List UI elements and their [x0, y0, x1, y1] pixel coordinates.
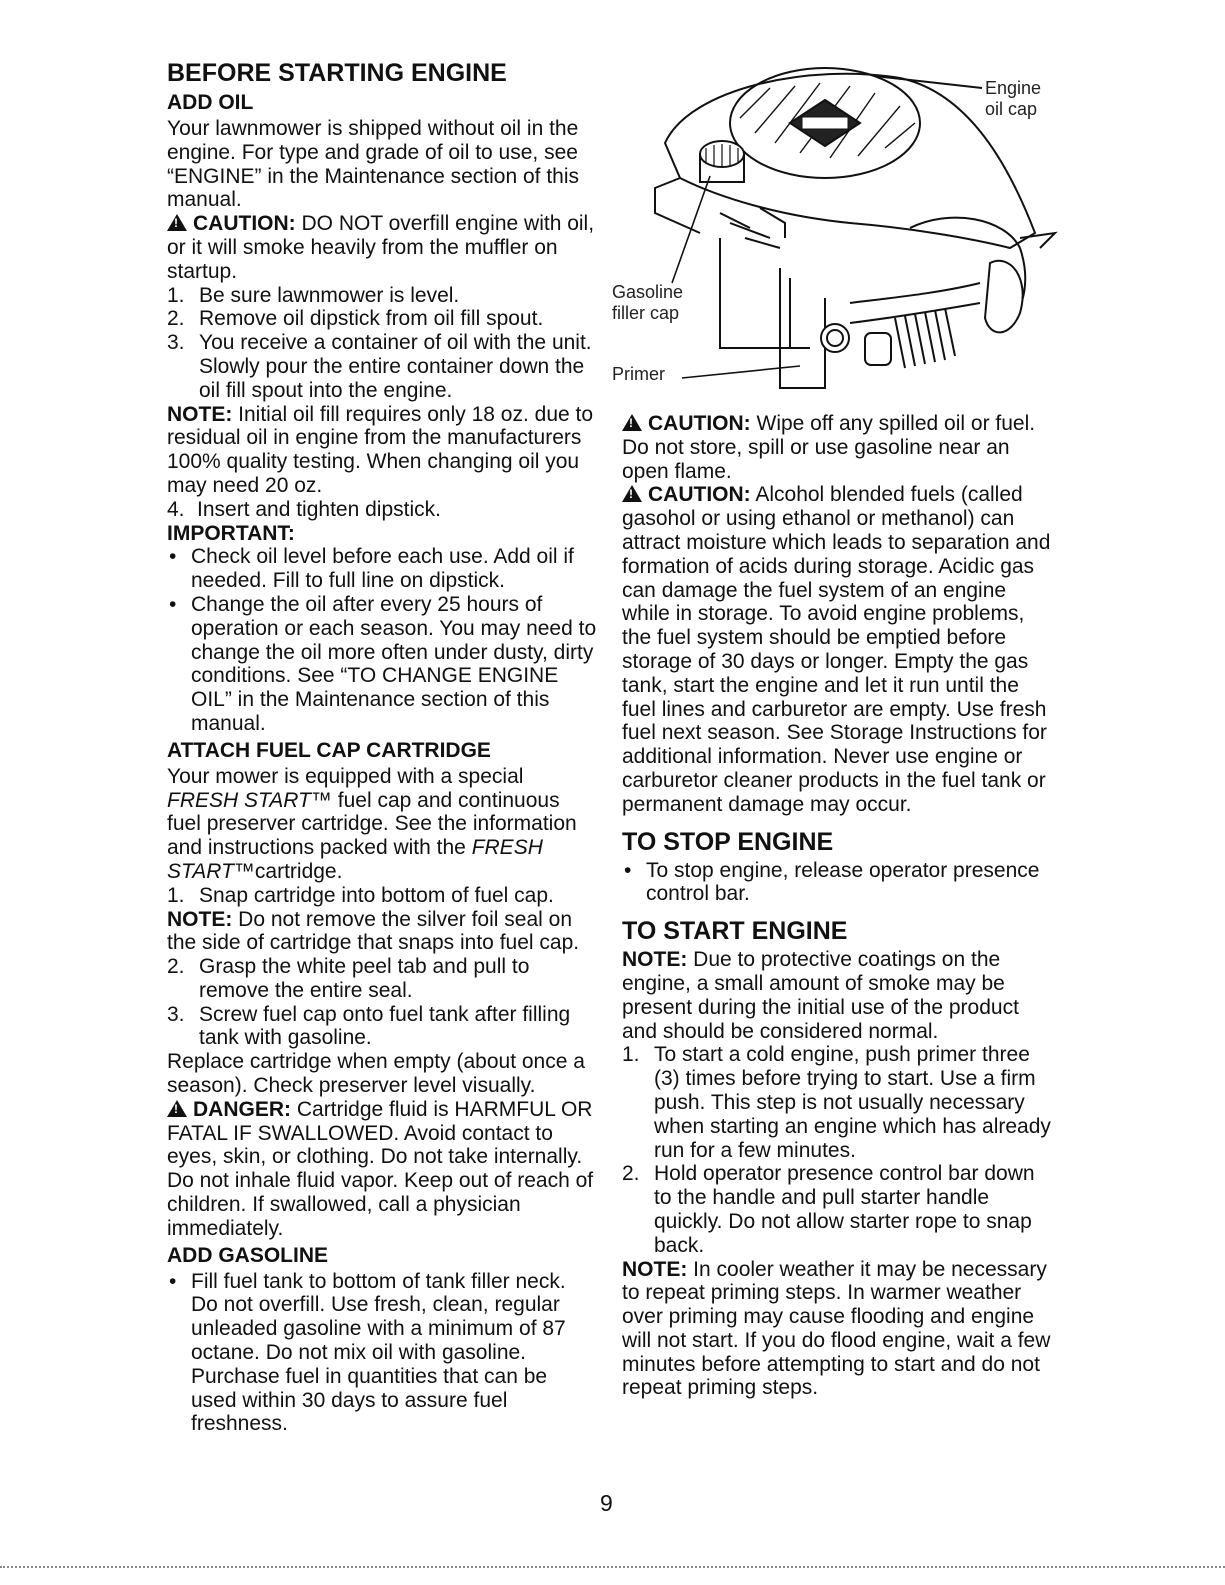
caution-alcohol-fuels: !CAUTION: Alcohol blended fuels (called gasohol or using ethanol or methanol) can attract moisture which leads to separation and formation of acids during storage. Acidic gas can damage the fuel system of an engine while in storage. To avoid engine problems, the fuel system should be emptied before storage of 30 days or longer. Empty the gas tank, start the engine and let it run until the fuel lines and carburetor are empty. Use fresh fuel next season. See Storage Instructions for additional information. Never use engine or carburetor cleaner products in the fuel tank or permanent damage may occur. [622, 483, 1052, 816]
left-column [167, 58, 597, 1436]
caution-spilled-fuel: !CAUTION: Wipe off any spilled oil or fuel. Do not store, spill or use gasoline near an open flame. [622, 412, 1052, 483]
danger-cartridge-fluid: !DANGER: Cartridge fluid is HARMFUL OR FATAL IF SWALLOWED. Avoid contact to eyes, skin, or clothing. Do not take internally. Do not inhale fluid vapor. Keep out of reach of children. If swallowed, call a physician immediately. [167, 1098, 597, 1241]
list-item: • To stop engine, release operator presence control bar. [624, 858, 1040, 906]
list-item: 2. Grasp the white peel tab and pull to remove the entire seal. [167, 955, 530, 1002]
subheading-fuel-cap: ATTACH FUEL CAP CARTRIDGE [167, 738, 491, 762]
section-heading-stop-engine: TO STOP ENGINE [622, 827, 834, 856]
warning-triangle-icon [167, 214, 187, 231]
important-label: IMPORTANT: [167, 521, 295, 545]
list-item: 2. Remove oil dipstick from oil fill spout. [167, 307, 544, 331]
label-gasoline-filler-cap: Gasoline filler cap [612, 282, 684, 323]
list-item: 3. Screw fuel cap onto fuel tank after filling tank with gasoline. [167, 1002, 571, 1050]
note-oil-fill: NOTE: Initial oil fill requires only 18 oz. due to residual oil in engine from the manufacturers 100% quality testing. When changing oil you may need 20 oz. [167, 402, 594, 497]
list-item: • Fill fuel tank to bottom of tank filler neck. Do not overfill. Use fresh, clean, regular unleaded gasoline with a minimum of 87 octane. Do not mix oil with gasoline. Purchase fuel in quantities that can be used within 30 days to assure fuel freshness. [169, 1269, 566, 1436]
replace-cartridge-text: Replace cartridge when empty (about once a season). Check preserver level visually. [167, 1050, 585, 1098]
engine-illustration [610, 48, 1060, 398]
caution-overfill: !CAUTION: DO NOT overfill engine with oil, or it will smoke heavily from the muffler on startup. [167, 212, 597, 283]
warning-triangle-icon [622, 485, 642, 502]
label-engine-oil-cap: Engine oil cap [985, 78, 1042, 119]
subheading-add-oil: ADD OIL [167, 91, 254, 114]
section-heading-start-engine: TO START ENGINE [622, 917, 848, 946]
page-number: 9 [600, 1490, 613, 1516]
list-item: 1. Be sure lawnmower is level. [167, 283, 460, 307]
add-oil-intro: Your lawnmower is shipped without oil in the engine. For type and grade of oil to use, see “ENGINE” in the Maintenance section of this manual. [167, 117, 580, 212]
warning-triangle-icon [167, 1100, 187, 1117]
subheading-add-gasoline: ADD GASOLINE [167, 1243, 329, 1267]
section-heading-before-starting: BEFORE STARTING ENGINE [167, 59, 507, 87]
list-item: 4. Insert and tighten dipstick. [167, 497, 441, 521]
right-column [622, 412, 1052, 1400]
note-protective-coatings: NOTE: Due to protective coatings on the engine, a small amount of smoke may be present during the initial use of the product and should be considered normal. [622, 948, 1019, 1043]
bottom-divider [0, 1566, 1225, 1568]
fuel-cap-intro: Your mower is equipped with a special FRESH START™ fuel cap and continuous fuel preserver cartridge. See the information and instructions packed with the FRESH START™cartridge. [167, 764, 577, 883]
list-item: • Check oil level before each use. Add oil if needed. Fill to full line on dipstick. [169, 545, 574, 593]
label-primer: Primer [612, 364, 665, 384]
list-item: 3. You receive a container of oil with the unit. Slowly pour the entire container down the oil fill spout into the engine. [167, 331, 592, 402]
list-item: 1. To start a cold engine, push primer three (3) times before trying to start. Use a firm push. This step is not usually necessary when starting an engine which has already run for a few minutes. [622, 1043, 1051, 1162]
note-cooler-weather: NOTE: In cooler weather it may be necessary to repeat priming steps. In warmer weather over priming may cause flooding and engine will not start. If you do flood engine, wait a few minutes before attempting to start and do not repeat priming steps. [622, 1257, 1051, 1400]
list-item: 1. Snap cartridge into bottom of fuel cap. [167, 883, 554, 907]
note-foil-seal: NOTE: Do not remove the silver foil seal on the side of cartridge that snaps into fuel cap. [167, 907, 580, 955]
list-item: • Change the oil after every 25 hours of operation or each season. You may need to change the oil more often under dusty, dirty conditions. See “TO CHANGE ENGINE OIL” in the Maintenance section of this manual. [169, 592, 597, 735]
warning-triangle-icon [622, 414, 642, 431]
list-item: 2. Hold operator presence control bar down to the handle and pull starter handle quickly. Do not allow starter rope to snap back. [622, 1162, 1035, 1257]
